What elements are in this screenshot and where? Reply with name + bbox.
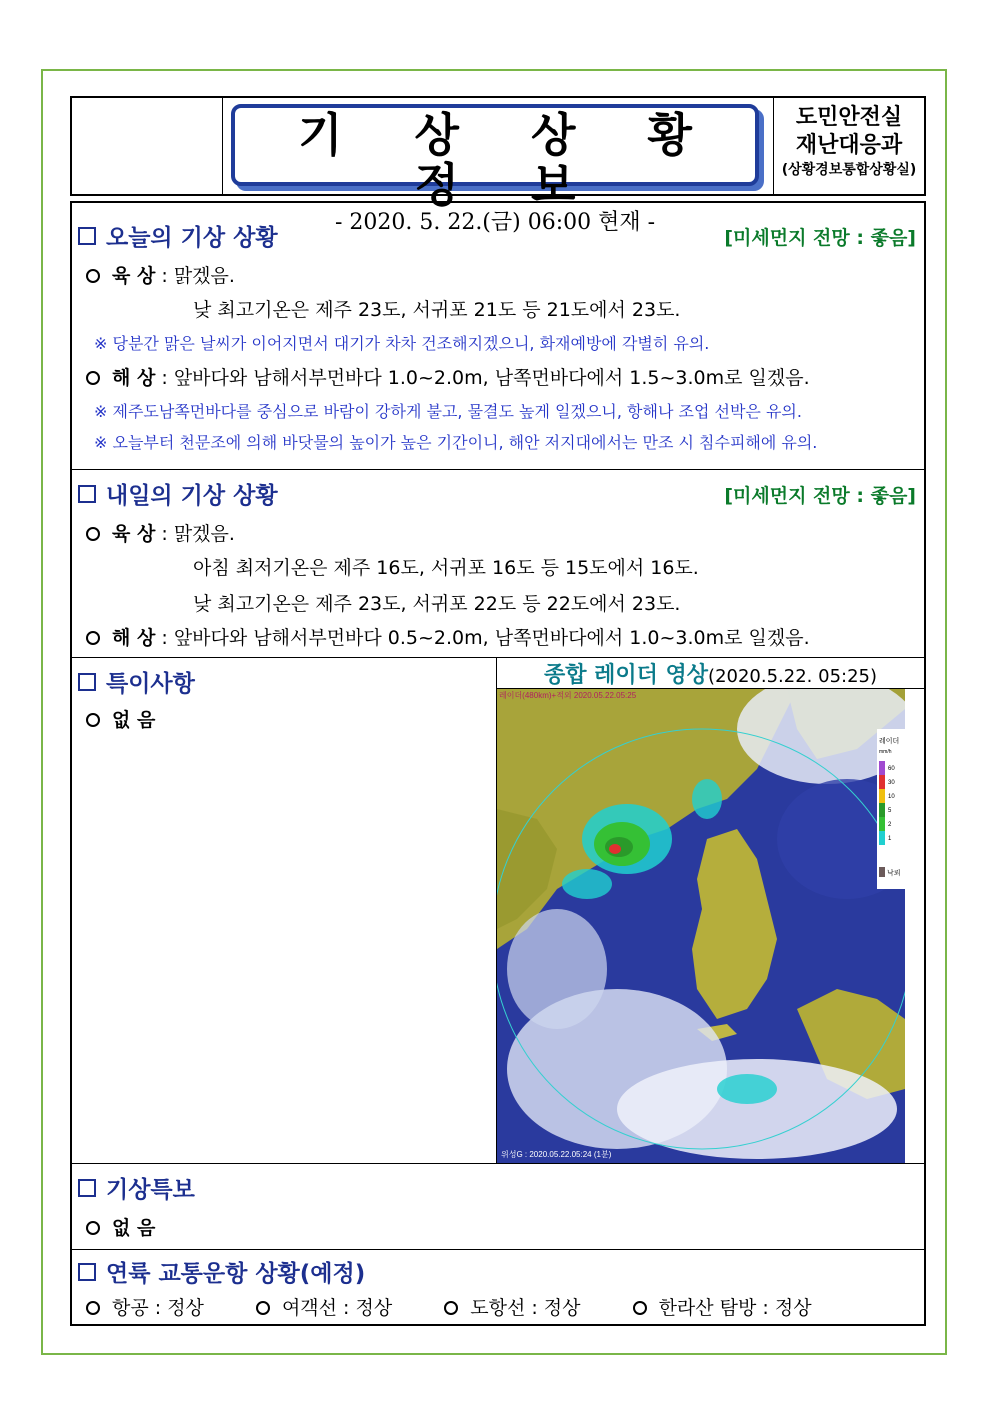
land-text: : 맑겠음. [161, 523, 235, 545]
section-traffic [72, 1249, 924, 1324]
section-title-text: 내일의 기상 상황 [106, 483, 278, 509]
legend-value: 2 [888, 822, 892, 828]
section-warning [72, 1163, 924, 1250]
legend-swatch [879, 775, 885, 789]
dust-forecast-today: [미세먼지 전망 : 좋음] [724, 227, 916, 249]
radar-caption-top: 레이더(480km)+적외 2020.05.22.05:25 [499, 691, 637, 700]
today-sea-line [86, 363, 810, 390]
section-title-tomorrow [78, 477, 278, 510]
traffic-item-air [86, 1297, 204, 1319]
checkbox-icon [78, 1179, 96, 1197]
traffic-status-list [86, 1293, 858, 1320]
header-title-cell [223, 98, 774, 235]
radar-image [497, 689, 905, 1163]
legend-swatch [879, 831, 885, 845]
org-name-2: 재난대응과 [795, 133, 903, 158]
legend-swatch [879, 761, 885, 775]
sea-text: : 앞바다와 남해서부먼바다 1.0~2.0m, 남쪽먼바다에서 1.5~3.0m로 일겠음. [161, 367, 810, 389]
legend-swatch [879, 803, 885, 817]
legend-value: 10 [888, 794, 895, 800]
today-note-1: ※ 당분간 맑은 날씨가 이어지면서 대기가 차차 건조해지겠으니, 화재예방에 각별히 유의. [94, 334, 710, 353]
sea-label: 해 상 [112, 627, 156, 649]
checkbox-icon [78, 673, 96, 691]
tomorrow-land-line [86, 519, 235, 546]
radar-caption-bottom: 위성G : 2020.05.22.05:24 (1분) [501, 1150, 612, 1159]
legend-unit: mm/h [879, 749, 892, 755]
legend-lightning: 낙뢰 [887, 870, 901, 877]
traffic-item-text: 한라산 탐방 : 정상 [658, 1297, 812, 1319]
sea-label: 해 상 [112, 367, 156, 389]
checkbox-icon [78, 227, 96, 245]
traffic-item-text: 도항선 : 정상 [470, 1297, 581, 1319]
today-note-2: ※ 제주도남쪽먼바다를 중심으로 바람이 강하게 불고, 물결도 높게 일겠으니, 항해나 조업 선박은 유의. [94, 402, 802, 421]
title-box [231, 104, 759, 235]
traffic-item-island-ferry [444, 1297, 580, 1319]
section-title-today [78, 219, 278, 252]
land-label: 육 상 [112, 265, 156, 287]
radar-date: (2020.5.22. 05:25) [708, 666, 878, 687]
section-title-text: 연륙 교통운항 상황(예정) [106, 1261, 366, 1287]
section-title-text: 기상특보 [106, 1177, 195, 1203]
report-body [70, 201, 926, 1326]
traffic-item-hallasan [633, 1297, 812, 1319]
circle-bullet-icon [86, 269, 100, 283]
legend-value: 1 [888, 836, 892, 842]
circle-bullet-icon [86, 371, 100, 385]
circle-bullet-icon [256, 1301, 270, 1315]
land-text: : 맑겠음. [161, 265, 235, 287]
warning-item [86, 1213, 155, 1240]
checkbox-icon [78, 1263, 96, 1281]
report-datetime: - 2020. 5. 22.(금) 06:00 현재 - [334, 210, 656, 235]
report-title: 기 상 상 황 정 보 [298, 108, 720, 212]
legend-value: 5 [888, 808, 892, 814]
circle-bullet-icon [86, 527, 100, 541]
circle-bullet-icon [86, 1301, 100, 1315]
special-item-text: 없 음 [112, 709, 156, 731]
circle-bullet-icon [86, 713, 100, 727]
report-header [70, 96, 926, 235]
org-name-1: 도민안전실 [795, 105, 903, 130]
legend-swatch [879, 789, 885, 803]
legend-value: 30 [888, 780, 895, 786]
traffic-item-text: 여객선 : 정상 [281, 1297, 393, 1319]
header-org-cell [774, 98, 924, 194]
circle-bullet-icon [86, 631, 100, 645]
warning-item-text: 없 음 [112, 1217, 156, 1239]
dust-forecast-tomorrow: [미세먼지 전망 : 좋음] [724, 485, 916, 507]
legend-value: 60 [888, 766, 895, 772]
today-note-3: ※ 오늘부터 천문조에 의해 바닷물의 높이가 높은 기간이니, 해안 저지대에서는 만조 시 침수피해에 유의. [94, 433, 818, 452]
checkbox-icon [78, 485, 96, 503]
org-name-3: (상황경보통합상황실) [781, 162, 917, 178]
radar-header [497, 658, 924, 689]
legend-swatch [879, 817, 885, 831]
section-today [72, 203, 924, 470]
today-land-line [86, 261, 235, 288]
section-title-special [78, 665, 195, 698]
land-label: 육 상 [112, 523, 156, 545]
section-title-text: 특이사항 [106, 671, 195, 697]
sea-text: : 앞바다와 남해서부먼바다 0.5~2.0m, 남쪽먼바다에서 1.0~3.0m로 일겠음. [161, 627, 810, 649]
tomorrow-land-detail-1: 아침 최저기온은 제주 16도, 서귀포 16도 등 15도에서 16도. [193, 557, 699, 579]
circle-bullet-icon [444, 1301, 458, 1315]
radar-title: 종합 레이더 영상 [543, 663, 709, 688]
circle-bullet-icon [633, 1301, 647, 1315]
section-tomorrow [72, 469, 924, 658]
today-land-detail: 낮 최고기온은 제주 23도, 서귀포 21도 등 21도에서 23도. [193, 299, 681, 321]
traffic-item-text: 항공 : 정상 [112, 1297, 204, 1319]
section-title-traffic [78, 1255, 365, 1288]
traffic-item-ferry [256, 1297, 392, 1319]
header-left-cell [72, 98, 223, 194]
tomorrow-sea-line [86, 623, 810, 650]
special-item [86, 705, 155, 732]
section-title-text: 오늘의 기상 상황 [106, 225, 278, 251]
legend-title: 레이더 [879, 738, 900, 745]
tomorrow-land-detail-2: 낮 최고기온은 제주 23도, 서귀포 22도 등 22도에서 23도. [193, 593, 681, 615]
circle-bullet-icon [86, 1221, 100, 1235]
section-title-warning [78, 1171, 195, 1204]
